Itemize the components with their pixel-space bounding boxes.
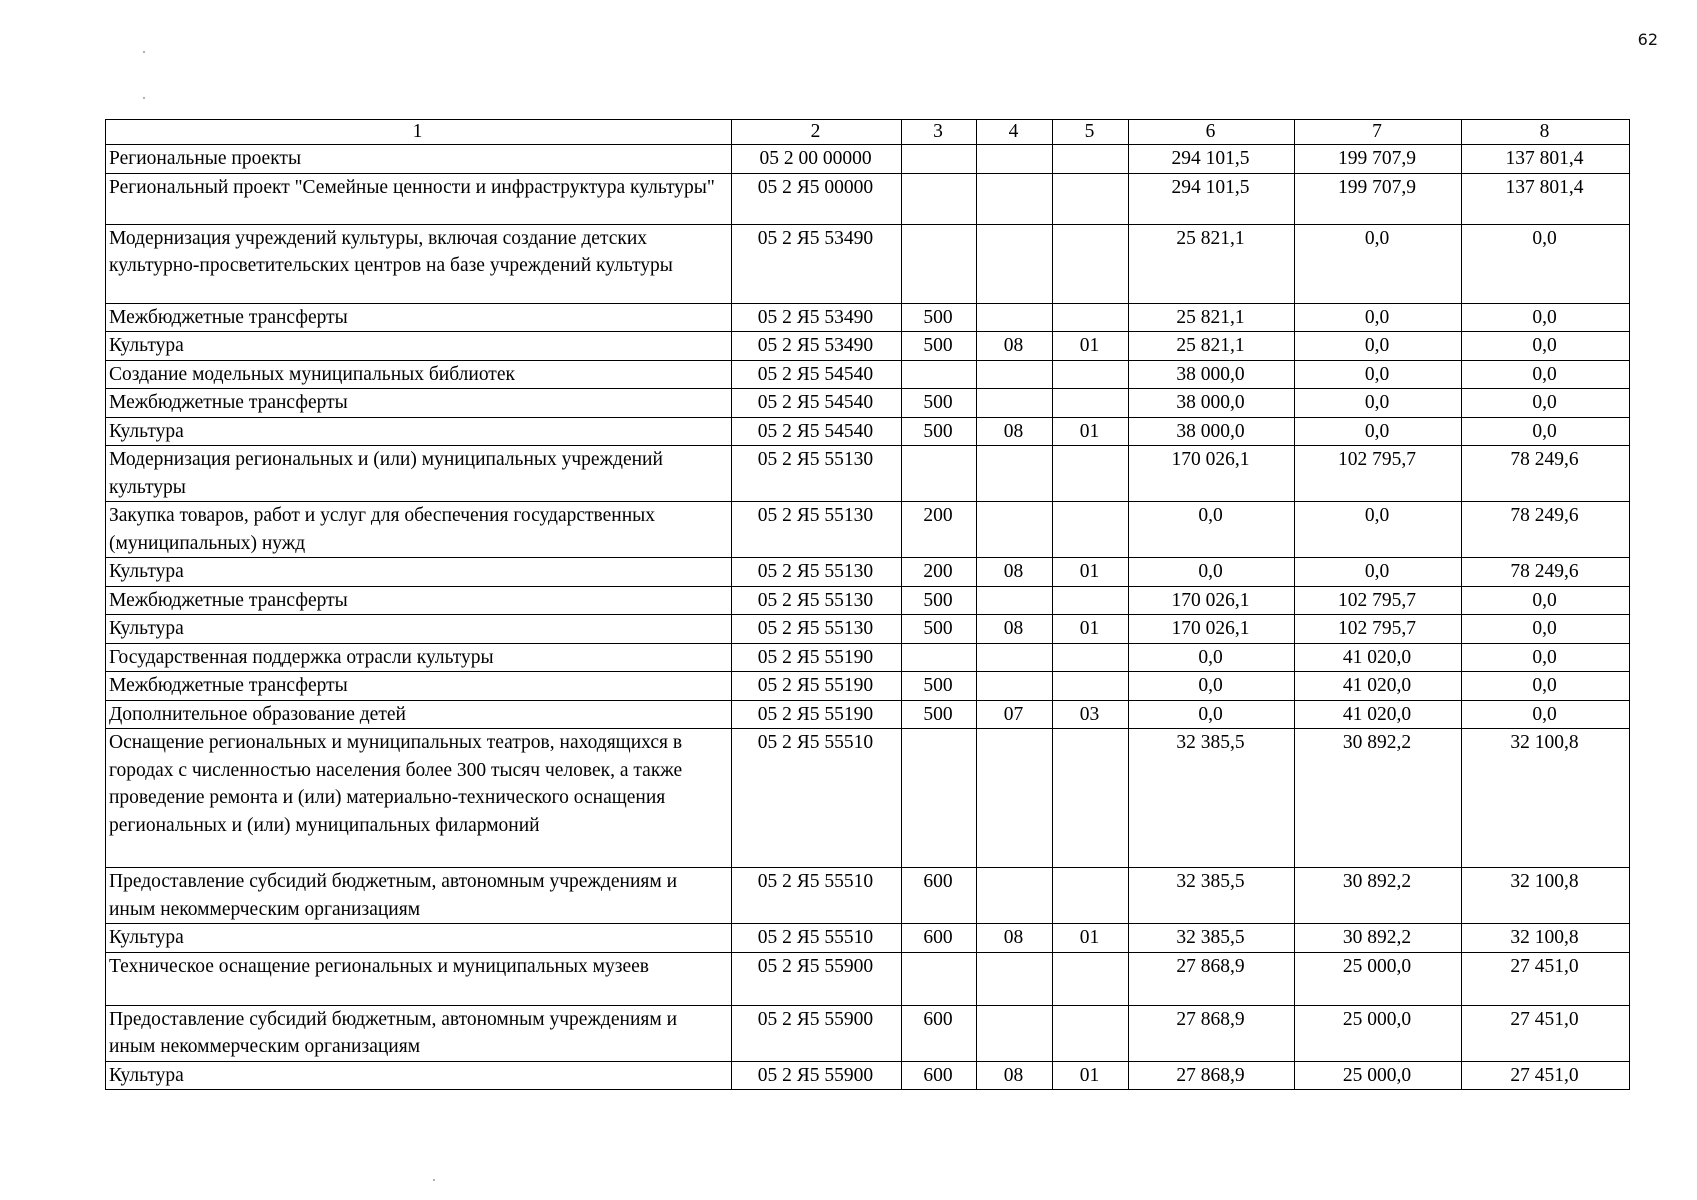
table-row: [106, 360, 1630, 389]
row-col3-cell: 600: [902, 1005, 977, 1061]
row-col8-cell: 0,0: [1462, 672, 1630, 701]
row-name-cell: Государственная поддержка отрасли культуры: [106, 643, 732, 672]
row-col7-cell: 30 892,2: [1295, 729, 1462, 868]
row-col5-cell: 01: [1053, 558, 1129, 587]
row-col6-cell: 27 868,9: [1129, 952, 1295, 1005]
row-code-cell: 05 2 Я5 55510: [732, 924, 902, 953]
row-name-cell: Межбюджетные трансферты: [106, 672, 732, 701]
row-col8-cell: 0,0: [1462, 417, 1630, 446]
row-col7-cell: 0,0: [1295, 303, 1462, 332]
row-name-cell: Культура: [106, 417, 732, 446]
row-name-cell: Культура: [106, 332, 732, 361]
row-col7-cell: 0,0: [1295, 502, 1462, 558]
table-row: [106, 224, 1630, 303]
row-col3-cell: [902, 173, 977, 224]
row-code-cell: 05 2 Я5 55130: [732, 558, 902, 587]
row-col6-cell: 32 385,5: [1129, 924, 1295, 953]
row-col7-cell: 30 892,2: [1295, 868, 1462, 924]
row-col5-cell: [1053, 446, 1129, 502]
row-col6-cell: 32 385,5: [1129, 868, 1295, 924]
scan-speck: [433, 1179, 435, 1181]
row-col3-cell: 500: [902, 586, 977, 615]
row-col6-cell: 32 385,5: [1129, 729, 1295, 868]
row-col6-cell: 0,0: [1129, 700, 1295, 729]
row-col6-cell: 170 026,1: [1129, 446, 1295, 502]
row-col4-cell: 08: [977, 417, 1053, 446]
row-code-cell: 05 2 Я5 55130: [732, 446, 902, 502]
row-col3-cell: 500: [902, 303, 977, 332]
table-row: [106, 952, 1630, 1005]
row-col8-cell: 0,0: [1462, 224, 1630, 303]
row-col8-cell: 0,0: [1462, 360, 1630, 389]
row-col4-cell: 07: [977, 700, 1053, 729]
row-col6-cell: 0,0: [1129, 643, 1295, 672]
row-col8-cell: 0,0: [1462, 586, 1630, 615]
row-col5-cell: 01: [1053, 615, 1129, 644]
scan-speck: [143, 97, 145, 99]
row-code-cell: 05 2 Я5 53490: [732, 303, 902, 332]
row-col7-cell: 25 000,0: [1295, 952, 1462, 1005]
header-cell: 7: [1295, 120, 1462, 145]
row-col7-cell: 0,0: [1295, 332, 1462, 361]
row-col5-cell: [1053, 952, 1129, 1005]
row-code-cell: 05 2 Я5 55190: [732, 672, 902, 701]
row-col3-cell: 200: [902, 558, 977, 587]
row-col4-cell: [977, 1005, 1053, 1061]
header-cell: 8: [1462, 120, 1630, 145]
row-col5-cell: [1053, 643, 1129, 672]
table-header-row: [106, 120, 1630, 145]
row-col6-cell: 25 821,1: [1129, 224, 1295, 303]
row-col3-cell: [902, 145, 977, 174]
row-col5-cell: [1053, 173, 1129, 224]
row-col8-cell: 78 249,6: [1462, 502, 1630, 558]
row-col5-cell: [1053, 1005, 1129, 1061]
row-code-cell: 05 2 Я5 55510: [732, 729, 902, 868]
row-col3-cell: 500: [902, 615, 977, 644]
row-col8-cell: 27 451,0: [1462, 1005, 1630, 1061]
row-col5-cell: [1053, 729, 1129, 868]
header-cell: 4: [977, 120, 1053, 145]
header-cell: 2: [732, 120, 902, 145]
row-col6-cell: 25 821,1: [1129, 332, 1295, 361]
header-cell: 5: [1053, 120, 1129, 145]
row-col5-cell: [1053, 502, 1129, 558]
table-row: [106, 924, 1630, 953]
row-name-cell: Создание модельных муниципальных библиотек: [106, 360, 732, 389]
table-row: [106, 389, 1630, 418]
table-row: [106, 173, 1630, 224]
row-col4-cell: [977, 952, 1053, 1005]
budget-table: [105, 119, 1630, 1090]
table-row: [106, 417, 1630, 446]
row-col3-cell: 500: [902, 389, 977, 418]
row-col5-cell: 01: [1053, 332, 1129, 361]
row-col8-cell: 137 801,4: [1462, 173, 1630, 224]
row-code-cell: 05 2 00 00000: [732, 145, 902, 174]
table-row: [106, 502, 1630, 558]
row-col4-cell: [977, 672, 1053, 701]
row-col4-cell: [977, 173, 1053, 224]
row-col8-cell: 137 801,4: [1462, 145, 1630, 174]
row-code-cell: 05 2 Я5 55900: [732, 952, 902, 1005]
row-col3-cell: 600: [902, 1061, 977, 1090]
row-col7-cell: 0,0: [1295, 417, 1462, 446]
row-col8-cell: 0,0: [1462, 643, 1630, 672]
table-row: [106, 332, 1630, 361]
row-col8-cell: 0,0: [1462, 700, 1630, 729]
row-col6-cell: 0,0: [1129, 502, 1295, 558]
row-col7-cell: 199 707,9: [1295, 145, 1462, 174]
row-col6-cell: 170 026,1: [1129, 615, 1295, 644]
page-number: 62: [1637, 30, 1658, 49]
row-code-cell: 05 2 Я5 55510: [732, 868, 902, 924]
row-name-cell: Оснащение региональных и муниципальных театров, находящихся в городах с численностью населения более 300 тысяч человек, а также проведение ремонта и (или) материально-технического оснащения региональных и (или) муниципальных филармоний: [106, 729, 732, 868]
row-col7-cell: 25 000,0: [1295, 1061, 1462, 1090]
row-name-cell: Предоставление субсидий бюджетным, автономным учреждениям и иным некоммерческим организациям: [106, 868, 732, 924]
row-col5-cell: [1053, 868, 1129, 924]
row-col4-cell: [977, 145, 1053, 174]
table-row: [106, 615, 1630, 644]
row-col4-cell: [977, 586, 1053, 615]
table-row: [106, 1005, 1630, 1061]
table-row: [106, 643, 1630, 672]
row-col5-cell: 03: [1053, 700, 1129, 729]
row-code-cell: 05 2 Я5 53490: [732, 332, 902, 361]
row-code-cell: 05 2 Я5 55190: [732, 643, 902, 672]
row-col5-cell: 01: [1053, 417, 1129, 446]
row-col4-cell: [977, 360, 1053, 389]
row-col6-cell: 38 000,0: [1129, 389, 1295, 418]
row-col7-cell: 25 000,0: [1295, 1005, 1462, 1061]
scan-speck: [143, 51, 145, 53]
row-col7-cell: 41 020,0: [1295, 643, 1462, 672]
row-col4-cell: [977, 224, 1053, 303]
table-row: [106, 729, 1630, 868]
row-col6-cell: 170 026,1: [1129, 586, 1295, 615]
row-col5-cell: [1053, 360, 1129, 389]
row-col6-cell: 0,0: [1129, 672, 1295, 701]
row-col3-cell: [902, 446, 977, 502]
row-col4-cell: 08: [977, 1061, 1053, 1090]
row-col4-cell: [977, 303, 1053, 332]
table-row: [106, 1061, 1630, 1090]
row-col3-cell: 500: [902, 332, 977, 361]
row-col3-cell: [902, 729, 977, 868]
row-col3-cell: [902, 360, 977, 389]
row-col8-cell: 0,0: [1462, 332, 1630, 361]
table-row: [106, 558, 1630, 587]
row-code-cell: 05 2 Я5 54540: [732, 417, 902, 446]
table-row: [106, 303, 1630, 332]
table-row: [106, 672, 1630, 701]
row-name-cell: Культура: [106, 1061, 732, 1090]
row-col3-cell: [902, 643, 977, 672]
row-name-cell: Межбюджетные трансферты: [106, 303, 732, 332]
row-col7-cell: 0,0: [1295, 389, 1462, 418]
row-col4-cell: 08: [977, 924, 1053, 953]
row-col8-cell: 27 451,0: [1462, 952, 1630, 1005]
row-col3-cell: 500: [902, 672, 977, 701]
row-col7-cell: 41 020,0: [1295, 700, 1462, 729]
header-cell: 6: [1129, 120, 1295, 145]
row-col4-cell: [977, 643, 1053, 672]
row-code-cell: 05 2 Я5 55130: [732, 586, 902, 615]
header-cell: 3: [902, 120, 977, 145]
row-name-cell: Межбюджетные трансферты: [106, 586, 732, 615]
row-col8-cell: 27 451,0: [1462, 1061, 1630, 1090]
row-col7-cell: 0,0: [1295, 224, 1462, 303]
row-col7-cell: 0,0: [1295, 360, 1462, 389]
row-col5-cell: [1053, 303, 1129, 332]
table-row: [106, 700, 1630, 729]
row-col3-cell: 200: [902, 502, 977, 558]
row-col7-cell: 199 707,9: [1295, 173, 1462, 224]
row-col7-cell: 0,0: [1295, 558, 1462, 587]
table-row: [106, 868, 1630, 924]
table-row: [106, 446, 1630, 502]
row-code-cell: 05 2 Я5 54540: [732, 360, 902, 389]
row-col3-cell: 500: [902, 417, 977, 446]
row-col6-cell: 38 000,0: [1129, 360, 1295, 389]
row-col7-cell: 41 020,0: [1295, 672, 1462, 701]
row-name-cell: Модернизация учреждений культуры, включая создание детских культурно-просветительских центров на базе учреждений культуры: [106, 224, 732, 303]
row-name-cell: Закупка товаров, работ и услуг для обеспечения государственных (муниципальных) нужд: [106, 502, 732, 558]
row-col4-cell: 08: [977, 615, 1053, 644]
row-col4-cell: 08: [977, 332, 1053, 361]
row-col6-cell: 27 868,9: [1129, 1005, 1295, 1061]
row-name-cell: Предоставление субсидий бюджетным, автономным учреждениям и иным некоммерческим организациям: [106, 1005, 732, 1061]
row-col6-cell: 27 868,9: [1129, 1061, 1295, 1090]
row-col8-cell: 0,0: [1462, 615, 1630, 644]
row-col5-cell: [1053, 224, 1129, 303]
row-col8-cell: 32 100,8: [1462, 868, 1630, 924]
row-name-cell: Региональный проект "Семейные ценности и инфраструктура культуры": [106, 173, 732, 224]
row-col4-cell: [977, 502, 1053, 558]
row-code-cell: 05 2 Я5 55130: [732, 502, 902, 558]
row-name-cell: Дополнительное образование детей: [106, 700, 732, 729]
row-code-cell: 05 2 Я5 55190: [732, 700, 902, 729]
row-col4-cell: [977, 868, 1053, 924]
row-code-cell: 05 2 Я5 55900: [732, 1061, 902, 1090]
row-name-cell: Модернизация региональных и (или) муниципальных учреждений культуры: [106, 446, 732, 502]
row-col4-cell: [977, 389, 1053, 418]
row-name-cell: Техническое оснащение региональных и муниципальных музеев: [106, 952, 732, 1005]
row-col6-cell: 294 101,5: [1129, 145, 1295, 174]
row-col4-cell: [977, 446, 1053, 502]
row-col8-cell: 32 100,8: [1462, 729, 1630, 868]
row-code-cell: 05 2 Я5 55900: [732, 1005, 902, 1061]
row-col5-cell: 01: [1053, 924, 1129, 953]
row-col5-cell: [1053, 145, 1129, 174]
row-col8-cell: 0,0: [1462, 389, 1630, 418]
row-col6-cell: 0,0: [1129, 558, 1295, 587]
row-col3-cell: [902, 224, 977, 303]
row-col6-cell: 25 821,1: [1129, 303, 1295, 332]
row-col8-cell: 78 249,6: [1462, 446, 1630, 502]
row-col5-cell: [1053, 389, 1129, 418]
row-name-cell: Культура: [106, 558, 732, 587]
row-col7-cell: 102 795,7: [1295, 615, 1462, 644]
row-code-cell: 05 2 Я5 53490: [732, 224, 902, 303]
row-name-cell: Культура: [106, 924, 732, 953]
row-col8-cell: 32 100,8: [1462, 924, 1630, 953]
row-col6-cell: 294 101,5: [1129, 173, 1295, 224]
row-name-cell: Культура: [106, 615, 732, 644]
row-col8-cell: 0,0: [1462, 303, 1630, 332]
row-col4-cell: 08: [977, 558, 1053, 587]
row-col3-cell: 600: [902, 924, 977, 953]
row-col3-cell: [902, 952, 977, 1005]
row-col5-cell: 01: [1053, 1061, 1129, 1090]
row-code-cell: 05 2 Я5 54540: [732, 389, 902, 418]
row-col7-cell: 102 795,7: [1295, 446, 1462, 502]
row-col5-cell: [1053, 672, 1129, 701]
row-col6-cell: 38 000,0: [1129, 417, 1295, 446]
row-col7-cell: 102 795,7: [1295, 586, 1462, 615]
row-col3-cell: 500: [902, 700, 977, 729]
row-name-cell: Региональные проекты: [106, 145, 732, 174]
row-code-cell: 05 2 Я5 00000: [732, 173, 902, 224]
table-row: [106, 145, 1630, 174]
row-col3-cell: 600: [902, 868, 977, 924]
row-col5-cell: [1053, 586, 1129, 615]
row-col7-cell: 30 892,2: [1295, 924, 1462, 953]
table-row: [106, 586, 1630, 615]
row-name-cell: Межбюджетные трансферты: [106, 389, 732, 418]
row-col8-cell: 78 249,6: [1462, 558, 1630, 587]
row-code-cell: 05 2 Я5 55130: [732, 615, 902, 644]
header-cell: 1: [106, 120, 732, 145]
row-col4-cell: [977, 729, 1053, 868]
